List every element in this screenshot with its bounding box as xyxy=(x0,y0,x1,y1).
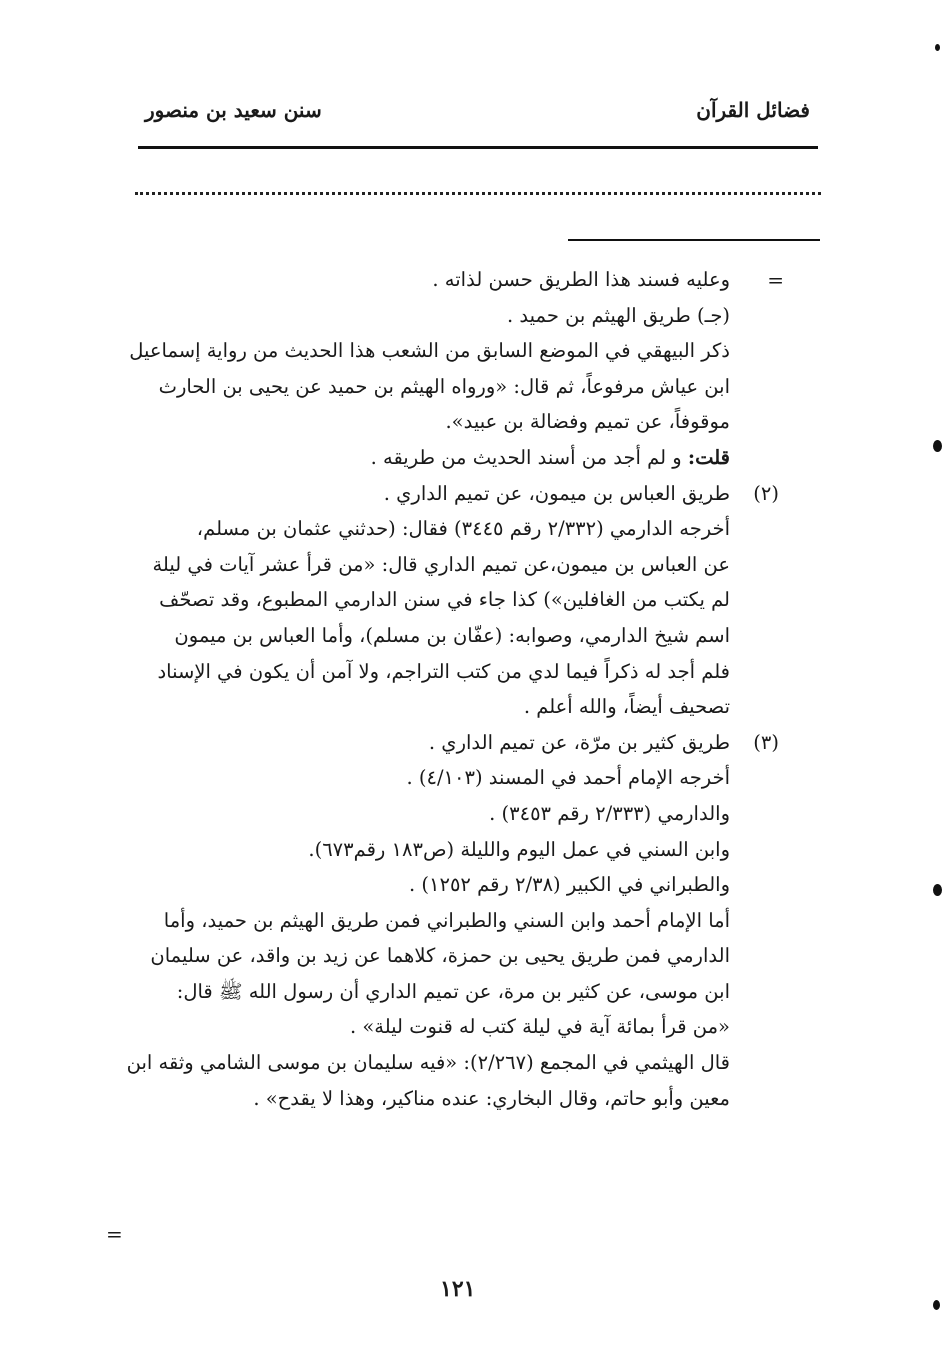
item-number: (٢) xyxy=(753,481,779,505)
page-number: ١٢١ xyxy=(440,1276,476,1302)
item-heading xyxy=(130,725,942,761)
text-line: معين وأبو حاتم، وقال البخاري: عنده مناكير، وهذا لا يقدح» . xyxy=(253,1086,730,1110)
item-heading xyxy=(130,476,942,512)
book-title: سنن سعيد بن منصور xyxy=(145,98,322,122)
item-number: (٣) xyxy=(753,730,779,754)
page-body xyxy=(126,262,942,1116)
text-line: طريق العباس بن ميمون، عن تميم الداري . xyxy=(383,481,730,505)
continuation-mark-top: = xyxy=(767,268,784,292)
text-line: ابن موسى، عن كثير بن مرة، عن تميم الداري أن رسول الله ﷺ قال: xyxy=(176,979,730,1003)
text-line: لم يكتب من الغافلين») كذا جاء في سنن الدارمي المطبوع، وقد تصحّف xyxy=(159,588,730,612)
qulna-line xyxy=(130,440,942,476)
book-section-title: فضائل القرآن xyxy=(696,98,810,122)
text-line: فلم أجد له ذكراً فيما لدي من كتب التراجم، ولا آمن أن يكون في الإسناد xyxy=(157,659,730,683)
text-line: أخرجه الدارمي (٢/٣٣٢ رقم ٣٤٤٥) فقال: (حدثني عثمان بن مسلم، xyxy=(196,517,730,541)
text-line: والطبراني في الكبير (٢/٣٨ رقم ١٢٥٢) . xyxy=(409,873,730,897)
continuation-mark-bottom: = xyxy=(106,1222,123,1246)
text-line: وعليه فسند هذا الطريق حسن لذاته . xyxy=(432,268,730,291)
text-line: (جـ) طريق الهيثم بن حميد . xyxy=(507,303,730,327)
scan-blot xyxy=(933,1300,940,1310)
text-line: طريق كثير بن مرّة، عن تميم الداري . xyxy=(428,730,730,754)
text-line: و لم أجد من أسند الحديث من طريقه . xyxy=(370,445,682,469)
text-line: «من قرأ بمائة آية في ليلة كتب له قنوت ليلة» . xyxy=(349,1015,730,1039)
text-line: الدارمي فمن طريق يحيى بن حمزة، كلاهما عن زيد بن واقد، عن سليمان xyxy=(150,944,730,968)
text-line: قال الهيثمي في المجمع (٢/٢٦٧): «فيه سليمان بن موسى الشامي وثقه ابن xyxy=(126,1051,730,1075)
text-line: وابن السني في عمل اليوم والليلة (ص١٨٣ رقم٦٧٣). xyxy=(308,837,730,861)
text-line: عن العباس بن ميمون،عن تميم الداري قال: «من قرأ عشر آيات في ليلة xyxy=(152,552,730,576)
text-line: ابن عياش مرفوعاً، ثم قال: «ورواه الهيثم بن حميد عن يحيى بن الحارث xyxy=(158,374,730,398)
header-rule xyxy=(138,146,818,149)
scan-blot xyxy=(933,440,942,452)
scan-blot xyxy=(933,884,942,896)
text-line: موقوفاً، عن تميم وفضالة بن عبيد». xyxy=(445,410,730,434)
text-line: تصحيف أيضاً، والله أعلم . xyxy=(523,695,730,719)
text-line: اسم شيخ الدارمي، وصوابه: (عفّان بن مسلم)، وأما العباس بن ميمون xyxy=(174,623,730,647)
qulna-label: قلت: xyxy=(687,445,730,469)
dotted-separator xyxy=(135,192,821,195)
text-line: والدارمي (٢/٣٣٣ رقم ٣٤٥٣) . xyxy=(489,801,730,825)
text-line: أما الإمام أحمد وابن السني والطبراني فمن طريق الهيثم بن حميد، وأما xyxy=(163,908,730,932)
text-line: ذكر البيهقي في الموضع السابق من الشعب هذا الحديث من رواية إسماعيل xyxy=(129,339,730,363)
text-line: أخرجه الإمام أحمد في المسند (٤/١٠٣) . xyxy=(406,766,730,790)
footnote-rule xyxy=(568,239,820,241)
scan-blot xyxy=(935,44,940,51)
